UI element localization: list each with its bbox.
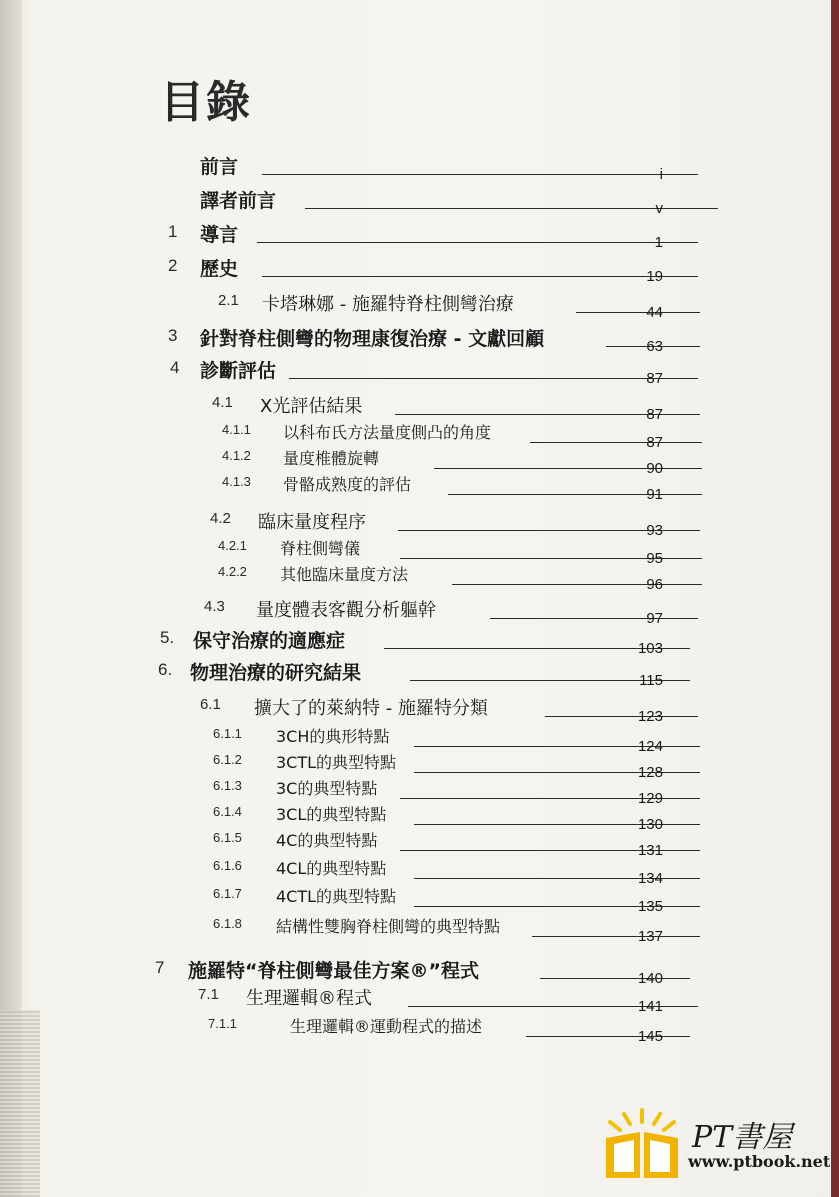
toc-page-number: 1 [654, 234, 663, 251]
toc-entry [0, 472, 760, 502]
toc-page-number: 128 [637, 764, 663, 781]
page-title: 目錄 [160, 77, 252, 128]
toc-entry-title: 4C的典型特點 [276, 831, 378, 850]
toc-page-number: 103 [637, 640, 663, 657]
toc-leader-line [448, 494, 702, 495]
toc-entry-number: 7.1.1 [208, 1016, 237, 1031]
book-cover-edge [831, 0, 839, 1197]
toc-page-number: 19 [646, 268, 663, 285]
toc-entry [0, 290, 760, 320]
toc-page-number: 93 [646, 522, 663, 539]
toc-page-number: 87 [646, 370, 663, 387]
toc-leader-line [545, 716, 698, 717]
toc-entry-number: 6.1.7 [213, 886, 242, 901]
toc-entry-title: 物理治療的研究結果 [190, 662, 362, 684]
toc-page-number: 124 [637, 738, 663, 755]
toc-page-number: 95 [646, 550, 663, 567]
toc-entry [0, 356, 760, 386]
toc-page-number: 145 [637, 1028, 663, 1045]
toc-entry-title: 3C的典型特點 [276, 779, 378, 798]
toc-entry-number: 6.1.4 [213, 804, 242, 819]
toc-page-number: 90 [646, 460, 663, 477]
toc-entry-title: 3CH的典形特點 [276, 727, 390, 746]
toc-entry-title: 診斷評估 [200, 360, 277, 382]
toc-entry-number: 2 [168, 256, 178, 275]
toc-entry-number: 6.1.3 [213, 778, 242, 793]
toc-entry-title: 生理邏輯®程式 [246, 988, 372, 1009]
toc-page-number: 87 [646, 406, 663, 423]
toc-entry [0, 324, 760, 354]
toc-leader-line [490, 618, 698, 619]
toc-page-number: 140 [637, 970, 663, 987]
toc-entry [0, 152, 760, 182]
toc-entry [0, 914, 760, 944]
toc-leader-line [289, 378, 698, 379]
toc-entry-number: 4.2 [210, 510, 231, 527]
toc-page-number: 135 [637, 898, 663, 915]
toc-entry-title: 3CTL的典型特點 [276, 753, 397, 772]
toc-leader-line [262, 174, 698, 175]
toc-page-number: 96 [646, 576, 663, 593]
toc-entry-number: 3 [168, 326, 178, 345]
toc-entry-title: 量度體表客觀分析軀幹 [256, 600, 436, 621]
toc-entry-number: 2.1 [218, 292, 239, 309]
toc-entry-title: 結構性雙胸脊柱側彎的典型特點 [276, 917, 501, 936]
toc-page-number: 134 [637, 870, 663, 887]
toc-entry-title: 卡塔琳娜 - 施羅特脊柱側彎治療 [262, 294, 514, 315]
toc-leader-line [540, 978, 690, 979]
toc-entry-title: 針對脊柱側彎的物理康復治療 - 文獻回顧 [200, 328, 545, 350]
toc-page-number: 63 [646, 338, 663, 355]
toc-leader-line [530, 442, 702, 443]
toc-entry-number: 4.2.1 [218, 538, 247, 553]
toc-entry-number: 6.1.6 [213, 858, 242, 873]
toc-entry-title: 量度椎體旋轉 [283, 449, 380, 468]
toc-entry [0, 884, 760, 914]
toc-leader-line [526, 1036, 690, 1037]
toc-entry-title: 以科布氏方法量度側凸的角度 [283, 423, 492, 442]
toc-page-number: 131 [637, 842, 663, 859]
toc-entry [0, 984, 760, 1014]
toc-entry-title: 譯者前言 [200, 190, 277, 212]
toc-entry-number: 7 [155, 958, 165, 977]
toc-page-number: 91 [646, 486, 663, 503]
toc-entry [0, 186, 760, 216]
toc-page-number: i [659, 166, 663, 183]
toc-leader-line [576, 312, 700, 313]
logo-name: PT書屋 [692, 1120, 793, 1155]
toc-entry-number: 4 [170, 358, 180, 377]
toc-entry-title: 脊柱側彎儀 [280, 539, 361, 558]
toc-entry [0, 220, 760, 250]
toc-entry-title: 3CL的典型特點 [276, 805, 387, 824]
toc-entry-title: X光評估結果 [260, 396, 363, 417]
toc-entry-number: 6.1.5 [213, 830, 242, 845]
book-logo-icon [600, 1108, 684, 1180]
toc-entry-title: 4CTL的典型特點 [276, 887, 397, 906]
toc-entry [0, 956, 760, 986]
toc-entry [0, 856, 760, 886]
toc-entry-title: 其他臨床量度方法 [280, 565, 409, 584]
toc-entry-number: 6.1.2 [213, 752, 242, 767]
toc-page-number: 130 [637, 816, 663, 833]
toc-entry [0, 596, 760, 626]
toc-page-number: 141 [637, 998, 663, 1015]
toc-entry-title: 導言 [200, 224, 239, 246]
toc-page-number: 87 [646, 434, 663, 451]
toc-entry-number: 6.1 [200, 696, 221, 713]
toc-entry-title: 施羅特“脊柱側彎最佳方案®”程式 [188, 960, 479, 982]
logo-url: www.ptbook.net [688, 1152, 831, 1171]
toc-page-number: 44 [646, 304, 663, 321]
toc-entry-number: 4.1.3 [222, 474, 251, 489]
toc-entry [0, 626, 760, 656]
toc-entry-number: 7.1 [198, 986, 219, 1003]
toc-entry-number: 5. [160, 628, 175, 647]
toc-entry [0, 694, 760, 724]
toc-page-number: 115 [639, 672, 663, 689]
toc-entry-title: 前言 [200, 156, 239, 178]
toc-leader-line [262, 276, 698, 277]
toc-entry-number: 6.1.1 [213, 726, 242, 741]
toc-entry-title: 歷史 [200, 258, 239, 280]
toc-page-number: 137 [637, 928, 663, 945]
toc-page-number: 129 [637, 790, 663, 807]
toc-entry [0, 658, 760, 688]
toc-entry-title: 4CL的典型特點 [276, 859, 387, 878]
toc-entry-number: 4.1.2 [222, 448, 251, 463]
toc-entry-number: 4.1 [212, 394, 233, 411]
toc-entry-number: 4.3 [204, 598, 225, 615]
toc-entry-title: 保守治療的適應症 [193, 630, 346, 652]
toc-entry-title: 臨床量度程序 [258, 512, 366, 533]
toc-leader-line [257, 242, 698, 243]
toc-entry-number: 4.2.2 [218, 564, 247, 579]
toc-page-number: v [655, 200, 663, 217]
toc-page-number: 123 [637, 708, 663, 725]
toc-entry [0, 254, 760, 284]
toc-entry-title: 生理邏輯®運動程式的描述 [290, 1017, 483, 1036]
watermark-logo [600, 1100, 830, 1190]
toc-entry [0, 508, 760, 538]
toc-entry-title: 骨骼成熟度的評估 [283, 475, 412, 494]
toc-entry-number: 4.1.1 [222, 422, 251, 437]
toc-leader-line [452, 584, 702, 585]
toc-entry [0, 828, 760, 858]
toc-entry [0, 562, 760, 592]
toc-entry-number: 6.1.8 [213, 916, 242, 931]
toc-entry [0, 392, 760, 422]
toc-entry-number: 1 [168, 222, 178, 241]
toc-page-number: 97 [646, 610, 663, 627]
toc-leader-line [532, 936, 700, 937]
toc-entry-title: 擴大了的萊納特 - 施羅特分類 [254, 698, 488, 719]
toc-entry-number: 6. [158, 660, 173, 679]
toc-entry [0, 1014, 760, 1044]
